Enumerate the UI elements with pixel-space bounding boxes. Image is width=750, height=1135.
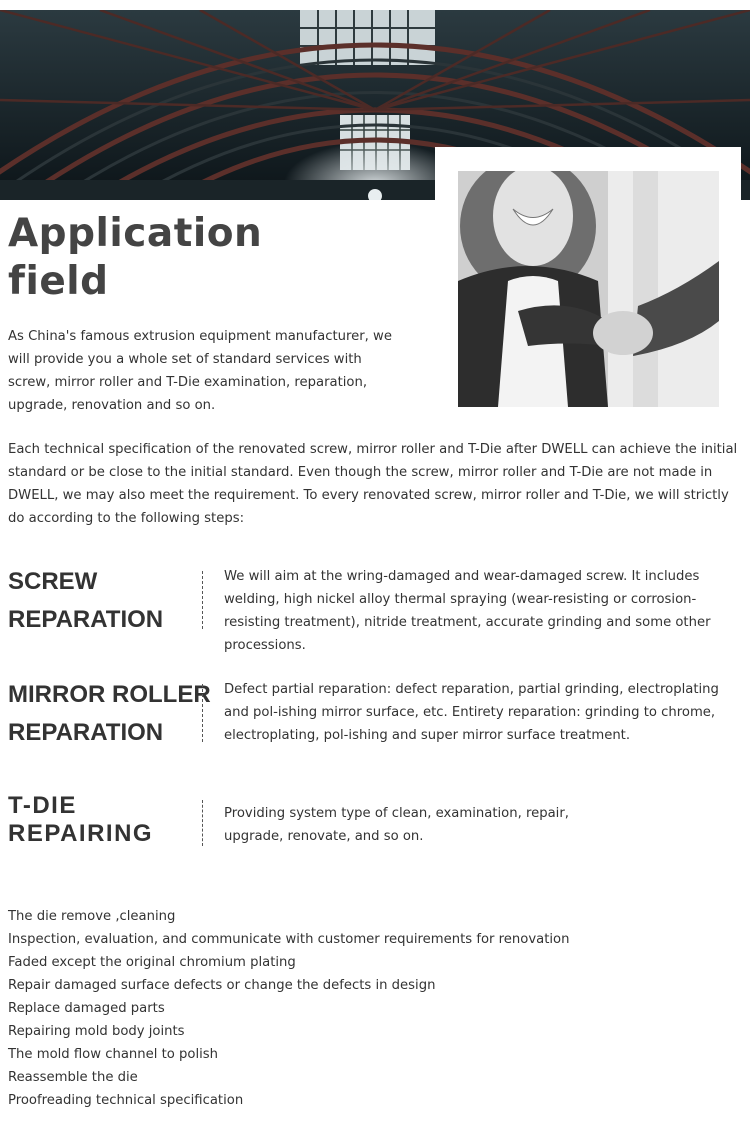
service-description: We will aim at the wring-damaged and wear-damaged screw. It includes welding, high nickel alloy thermal spraying (wear-resisting or corrosion-resisting treatment), nitride treatment, accurate grinding and some other processions. (224, 569, 711, 653)
service-description: Defect partial reparation: defect reparation, partial grinding, electroplating and pol-ishing mirror surface, etc. Entirety reparation: grinding to chrome, electroplating, pol-ishing and super mirror surface treatment. (224, 682, 719, 743)
handshake-photo (458, 171, 719, 407)
list-item: Faded except the original chromium plating (8, 955, 296, 970)
list-item: Reassemble the die (8, 1070, 138, 1085)
service-title-line-1: SCREW (8, 568, 98, 595)
service-title (8, 676, 211, 752)
dashed-divider (202, 800, 203, 846)
intro-text: As China's famous extrusion equipment manufacturer, we will provide you a whole set of standard services with screw, mirror roller and T-Die examination, reparation, upgrade, renovation and so on. (8, 329, 392, 413)
repair-steps-list (8, 905, 570, 1112)
service-title-line-1: MIRROR ROLLER (8, 681, 211, 708)
list-item: Repair damaged surface defects or change the defects in design (8, 978, 436, 993)
dashed-divider (202, 571, 203, 629)
service-description: Providing system type of clean, examination, repair, upgrade, renovate, and so on. (224, 806, 569, 844)
list-item: The mold flow channel to polish (8, 1047, 219, 1062)
list-item: The die remove ,cleaning (8, 909, 176, 924)
list-item: Inspection, evaluation, and communicate with customer requirements for renovation (8, 932, 570, 947)
title-line-1: Application (8, 211, 263, 256)
service-title (8, 563, 163, 639)
service-title-line-1: T-DIE (8, 792, 77, 819)
list-item: Replace damaged parts (8, 1001, 165, 1016)
service-title-line-2: REPARATION (8, 719, 164, 746)
title-line-2: field (8, 259, 109, 304)
specification-paragraph: Each technical specification of the renovated screw, mirror roller and T-Die after DWELL can achieve the initial standard or be close to the initial standard. Even though the screw, mirror roller and T-Die are not made in DWELL, we may also meet the requirement. To every renovated screw, mirror roller and T-Die, we will strictly do according to the following steps: (8, 442, 738, 526)
service-title (8, 792, 153, 848)
dashed-divider (202, 684, 203, 742)
page-title (8, 210, 388, 306)
list-item: Proofreading technical specification (8, 1093, 244, 1108)
list-item: Repairing mold body joints (8, 1024, 185, 1039)
service-title-line-2: REPAIRING (8, 820, 154, 847)
top-strip (0, 0, 750, 10)
service-title-line-2: REPARATION (8, 606, 164, 633)
